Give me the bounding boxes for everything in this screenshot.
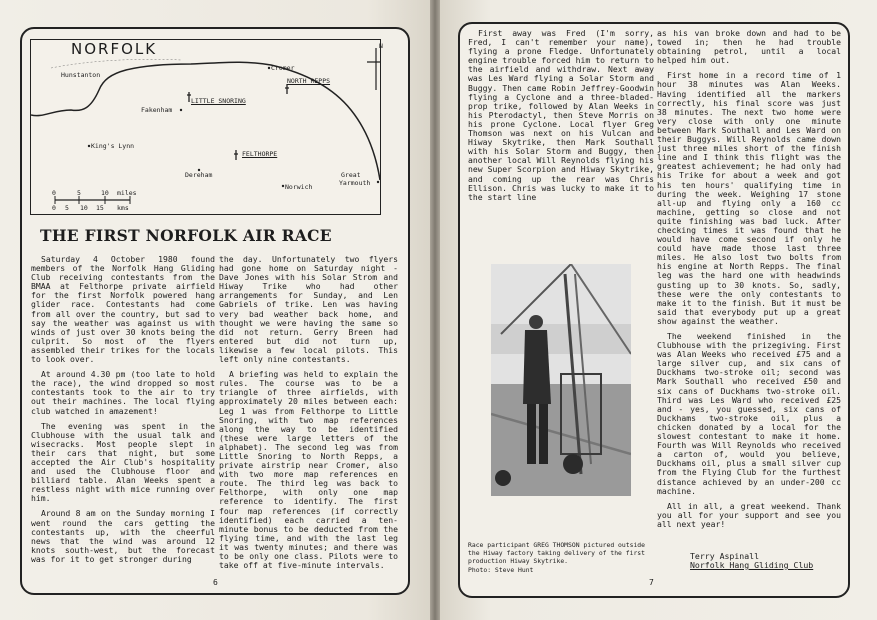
- scale-km-tick-5: 5: [65, 204, 69, 212]
- paragraph: The evening was spent in the Clubhouse with the usual talk and wisecracks. Most people slept in their cars that night, but some accepted the Air Club's hospitality and used the Clubhouse floor and billiard table. Alan Weeks spent a restless night with mice running over him.: [31, 420, 215, 504]
- map-label-yarmouth: Yarmouth: [339, 179, 371, 187]
- paragraph: Around 8 am on the Sunday morning I went round the cars getting the contestants up, with the cheerful news that the wind was around 12 knots south-west, but the forecast was for it to get stronger during: [31, 508, 215, 564]
- scale-miles-tick-5: 5: [77, 189, 81, 197]
- scale-miles-tick-10: 10: [101, 189, 109, 197]
- map-label-cromer: Cromer: [271, 64, 295, 72]
- scale-miles-unit: miles: [117, 189, 137, 197]
- map-label-fakenham: Fakenham: [141, 106, 173, 114]
- photo-caption: Race participant GREG THOMSON pictured outside the Hiway factory taking delivery of the first production Hiway Skytrike. Photo: Steve Hunt: [468, 541, 645, 574]
- paragraph: A briefing was held to explain the rules. The course was to be a triangle of three airfields, with approximately 20 miles between each: Leg 1 was from Felthorpe to Little Snoring, with two map references along the way to be identified (these were large letters of the alphabet). The second leg was from Little Snoring to North Repps, a private airstrip near Cromer, also with two more map references en route. The third leg was back to Felthorpe, with only one map reference to identify. The first four map references (if correctly identified) each carried a ten-minute bonus to be deducted from the flying time, and with the last leg it was twenty minutes; and there was to be only one class. Pilots were to take off at five-minute intervals.: [219, 369, 398, 571]
- map-label-kings-lynn: King's Lynn: [91, 142, 135, 150]
- paragraph: The weekend finished in the Clubhouse with the prizegiving. First was Alan Weeks who received £75 and a large silver cup, and six cans of Duckhams two-stroke oil; second was Mark Southall who received £50 and six cans of Duckhams two-stroke oil. Third was Les Ward who received £25 and - yes, you guessed, six cans of Duckhams two-stroke oil, plus a chicken donated by a local for the slowest contestant to make it home. Fourth was Will Reynolds who received a carton of, would you believe, Duckhams oil, plus a small silver cup from the Flying Club for the furthest distance achieved by an under-200 cc machine.: [657, 331, 841, 496]
- paragraph: At around 4.30 pm (too late to hold the race), the wind dropped so most contestants took to the air to try out their machines. The local flying club watched in amazement!: [31, 369, 215, 416]
- scale-km-tick-15: 15: [96, 204, 104, 212]
- scale-km-tick-10: 10: [80, 204, 88, 212]
- scale-miles-tick-0: 0: [52, 189, 56, 197]
- paragraph: Saturday 4 October 1980 found members of the Norfolk Hang Gliding Club receiving contestants from the BMAA at Felthorpe private airfield for the first Norfolk powered hang glider race. Contestants had come from all over the country, but sad to say the weather was against us with winds of just over 30 knots being the culprit. So most of the flyers assembled their trikes for the locals to look over.: [31, 254, 215, 365]
- book-spine: [430, 0, 440, 620]
- map-label-hunstanton: Hunstanton: [61, 71, 101, 79]
- map-label-norwich: Norwich: [285, 183, 313, 191]
- paragraph: the day. Unfortunately two flyers had gone home on Saturday night - Dave Jones with his Solar Strom and Hiway Trike who had other arrangements for Sunday, and Len Gabriels of trike. Len was having very bad weather back home, and thought we were having the same so did not return. Gerry Breen had entered but did not turn up, likewise a few local pilots. This left only nine contestants.: [219, 254, 398, 365]
- right-column-1: [468, 29, 654, 208]
- signature-name: Terry Aspinall: [690, 551, 760, 561]
- paragraph: First away was Fred (I'm sorry, Fred, I can't remember your name), flying a prone Fledge. Unfortunately engine trouble forced him to return to the airfield and withdraw. Next away was Les Ward flying a Solar Storm and Buggy. Then came Robin Jeffrey-Goodwin flying a Cyclone and a three-bladed-prop trike, followed by Alan Weeks in his Pterodactyl, then Steve Morris on his prone Cyclone. Local flyer Greg Thomson was next on his Vulcan and Hiway Skytrike, then Mark Southall with his Solar Storm and Buggy, then another local Will Reynolds flying his new Super Scorpion and Hiway Skytrike, and coming up the rear was Chris Ellison. Chris was lucky to make it to the start line: [468, 28, 654, 202]
- photo-illustration: [491, 264, 631, 496]
- paragraph: as his van broke down and had to be towed in; then he had trouble obtaining petrol, until a local helped him out.: [657, 28, 841, 66]
- map-coastline: [31, 40, 380, 214]
- right-column-2: [657, 29, 841, 535]
- map-label-felthorpe: FELTHORPE: [242, 150, 278, 158]
- signature-club: Norfolk Hang Gliding Club: [690, 560, 814, 570]
- paragraph: First home in a record time of 1 hour 38 minutes was Alan Weeks. Having identified all the markers correctly, his final score was just 38 minutes. The next two home were very close with only one minute between Mark Southall and Les Ward on their Buggys. Will Reynolds came down just three miles short of the finish line and I think this flight was the greatest achievement; he had only had his Trike for about a week and got his ten hours' qualifying time in during the week. Weighing 17 stone all-up and flying only a 160 cc machine, getting so close and not quite finishing was bad luck. After checking times it was found that he would have come second if only he could have made those last three miles. He also lost two bolts from his engine at North Repps. The final leg was the hard one with headwinds gusting up to 30 knots. So, sadly, these were the only contestants to make it to the finish. But it must be said that everybody put up a great show against the weather.: [657, 70, 841, 326]
- scale-km-tick-0: 0: [52, 204, 56, 212]
- map-label-great: Great: [341, 171, 361, 179]
- right-page-number: 7: [649, 578, 654, 587]
- skytrike-photo: [491, 264, 631, 496]
- map-title: NORFOLK: [71, 40, 158, 58]
- left-page-number: 6: [213, 578, 218, 587]
- north-arrow-label: N: [379, 42, 383, 50]
- norfolk-map: [30, 39, 381, 215]
- left-column-1: [31, 255, 215, 570]
- map-label-dereham: Dereham: [185, 171, 213, 179]
- left-column-2: [219, 255, 398, 576]
- map-label-north-repps: NORTH REPPS: [287, 77, 331, 85]
- map-label-little-snoring: LITTLE SNORING: [191, 97, 246, 105]
- article-headline: THE FIRST NORFOLK AIR RACE: [40, 226, 332, 245]
- paragraph: All in all, a great weekend. Thank you all for your support and see you all next year!: [657, 500, 841, 529]
- scale-km-unit: kms: [117, 204, 129, 212]
